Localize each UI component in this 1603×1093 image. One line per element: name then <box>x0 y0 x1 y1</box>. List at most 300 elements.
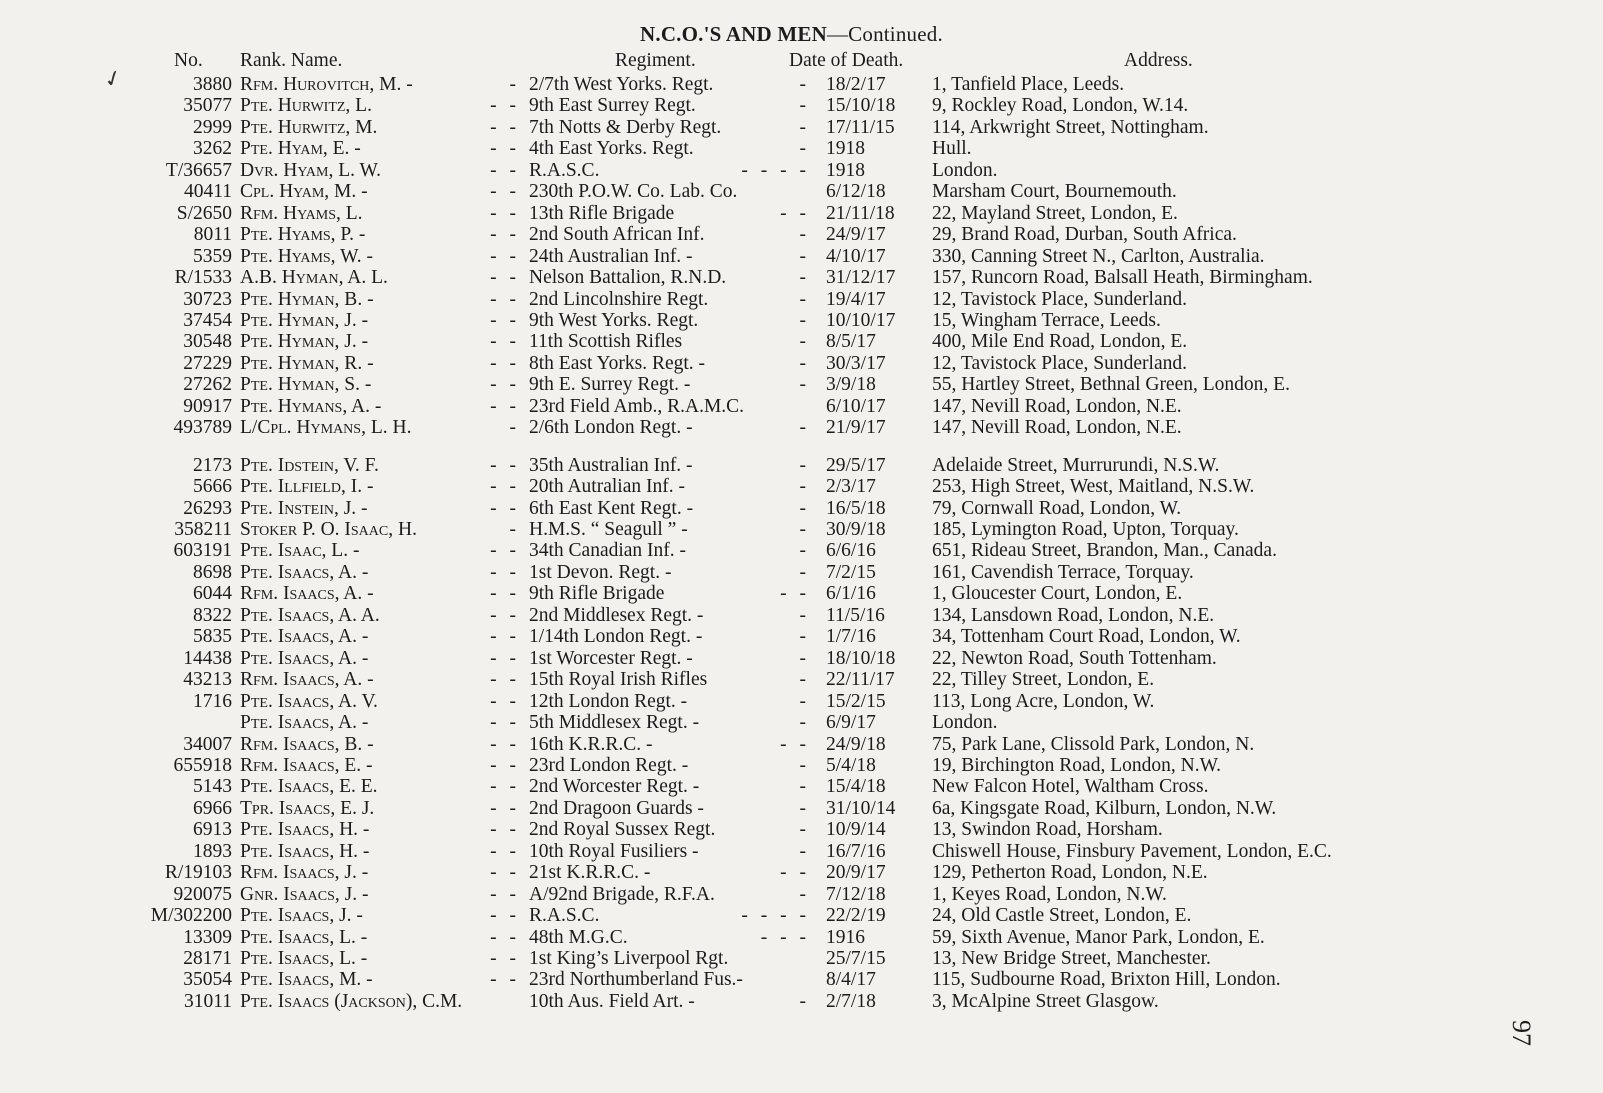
date-of-death: 8/4/17 <box>826 969 876 991</box>
service-number: 90917 <box>183 395 232 417</box>
address: 161, Cavendish Terrace, Torquay. <box>932 561 1194 583</box>
rank-name: A.B. Hyman, A. L. <box>240 267 388 289</box>
service-number: 26293 <box>183 497 232 519</box>
leader-dots: - <box>799 95 810 117</box>
table-row <box>0 969 1603 991</box>
regiment: 1st Worcester Regt. - <box>529 647 693 669</box>
address: 24, Old Castle Street, London, E. <box>932 905 1192 927</box>
leader-dots: - - <box>490 202 520 224</box>
rank-name: Pte. Hyman, J. - <box>240 331 369 353</box>
service-number: 920075 <box>173 883 232 905</box>
address: 651, Rideau Street, Brandon, Man., Canada. <box>932 540 1277 562</box>
leader-dots: - <box>799 626 810 648</box>
address: 113, Long Acre, London, W. <box>932 690 1155 712</box>
page-number: 97 <box>1507 1020 1536 1046</box>
service-number: 6044 <box>193 583 232 605</box>
leader-dots: - <box>799 990 810 1012</box>
service-number: 30548 <box>183 331 232 353</box>
leader-dots: - <box>799 454 810 476</box>
date-of-death: 11/5/16 <box>826 604 885 626</box>
rank-name: Tpr. Isaacs, E. J. <box>240 797 375 819</box>
leader-dots: - - - - <box>741 159 810 181</box>
service-number: T/36657 <box>165 159 232 181</box>
service-number: 40411 <box>183 181 232 203</box>
date-of-death: 6/10/17 <box>826 395 886 417</box>
table-row <box>0 455 1603 477</box>
address: 19, Birchington Road, London, N.W. <box>932 754 1222 776</box>
date-of-death: 20/9/17 <box>826 862 886 884</box>
leader-dots: - <box>799 797 810 819</box>
service-number: 1893 <box>193 840 232 862</box>
table-row <box>0 476 1603 498</box>
rank-name: Pte. Hyman, R. - <box>240 352 374 374</box>
regiment: 10th Royal Fusiliers - <box>529 840 699 862</box>
regiment: 48th M.G.C. <box>529 926 628 948</box>
leader-dots: - - <box>780 862 810 884</box>
rank-name: Pte. Hurwitz, L. <box>240 95 372 117</box>
address: 330, Canning Street N., Carlton, Australia. <box>932 245 1265 267</box>
page-title <box>640 22 1060 47</box>
date-of-death: 6/9/17 <box>826 712 876 734</box>
address: 1, Gloucester Court, London, E. <box>932 583 1183 605</box>
leader-dots: - <box>799 267 810 289</box>
table-row <box>0 712 1603 734</box>
regiment: 9th East Surrey Regt. <box>529 95 696 117</box>
table-row <box>0 626 1603 648</box>
regiment: 5th Middlesex Regt. - <box>529 712 700 734</box>
table-row <box>0 669 1603 691</box>
table-row <box>0 841 1603 863</box>
regiment: 9th Rifle Brigade <box>529 583 665 605</box>
address: Hull. <box>932 138 972 160</box>
date-of-death: 5/4/18 <box>826 754 876 776</box>
date-of-death: 15/10/18 <box>826 95 896 117</box>
service-number: 6966 <box>193 797 232 819</box>
service-number: 13309 <box>183 926 232 948</box>
date-of-death: 30/3/17 <box>826 352 886 374</box>
rank-name: Stoker P. O. Isaac, H. <box>240 519 417 540</box>
leader-dots: - - <box>490 497 520 519</box>
address: 9, Rockley Road, London, W.14. <box>932 95 1189 117</box>
regiment: 23rd London Regt. - <box>529 754 689 776</box>
rank-name: Pte. Idstein, V. F. <box>240 454 379 476</box>
service-number: 5143 <box>193 776 232 798</box>
leader-dots: - - - - <box>741 905 810 927</box>
date-of-death: 6/6/16 <box>826 540 876 562</box>
service-number: R/19103 <box>164 862 232 884</box>
address: 59, Sixth Avenue, Manor Park, London, E. <box>932 926 1265 948</box>
service-number: 27229 <box>183 352 232 374</box>
address: 13, Swindon Road, Horsham. <box>932 819 1163 841</box>
leader-dots: - - <box>490 905 520 927</box>
regiment: 6th East Kent Regt. - <box>529 497 694 519</box>
date-of-death: 18/2/17 <box>826 74 886 95</box>
leader-dots: - <box>799 647 810 669</box>
table-row <box>0 819 1603 841</box>
service-number: 358211 <box>174 519 232 540</box>
table-row <box>0 289 1603 311</box>
table-row <box>0 203 1603 225</box>
table-row <box>0 862 1603 884</box>
leader-dots: - - <box>490 776 520 798</box>
service-number: 3262 <box>193 138 232 160</box>
date-of-death: 30/9/18 <box>826 519 886 540</box>
leader-dots: - - - <box>760 926 810 948</box>
service-number: 30723 <box>183 288 232 310</box>
date-of-death: 16/5/18 <box>826 497 886 519</box>
rank-name: Pte. Isaacs, E. E. <box>240 776 378 798</box>
leader-dots: - <box>799 497 810 519</box>
address: 75, Park Lane, Clissold Park, London, N. <box>932 733 1255 755</box>
regiment: 8th East Yorks. Regt. - <box>529 352 706 374</box>
address: 129, Petherton Road, London, N.E. <box>932 862 1208 884</box>
leader-dots: - <box>799 561 810 583</box>
rank-name: Pte. Isaacs, L. - <box>240 948 368 969</box>
leader-dots: - <box>509 417 520 439</box>
regiment: 35th Australian Inf. - <box>529 454 693 476</box>
regiment: 2nd South African Inf. <box>529 224 705 246</box>
table-row <box>0 991 1603 1013</box>
leader-dots: - <box>799 138 810 160</box>
leader-dots: - <box>799 540 810 562</box>
leader-dots: - <box>799 819 810 841</box>
leader-dots: - - <box>490 331 520 353</box>
table-row <box>0 948 1603 970</box>
rank-name: Pte. Hurwitz, M. <box>240 116 378 138</box>
rank-name: Pte. Isaacs, A. V. <box>240 690 378 712</box>
address: 34, Tottenham Court Road, London, W. <box>932 626 1241 648</box>
date-of-death: 7/12/18 <box>826 883 886 905</box>
date-of-death: 25/7/15 <box>826 948 886 969</box>
address: 114, Arkwright Street, Nottingham. <box>932 116 1209 138</box>
regiment: 20th Autralian Inf. - <box>529 476 685 498</box>
rank-name: Pte. Hyam, E. - <box>240 138 361 160</box>
rank-name: Pte. Isaacs, A. - <box>240 647 369 669</box>
leader-dots: - - <box>490 819 520 841</box>
address: Adelaide Street, Murrurundi, N.S.W. <box>932 454 1220 476</box>
address: New Falcon Hotel, Waltham Cross. <box>932 776 1209 798</box>
service-number: 8322 <box>193 604 232 626</box>
service-number: 27262 <box>183 374 232 396</box>
leader-dots: - - <box>490 797 520 819</box>
rank-name: Pte. Isaacs, J. - <box>240 905 363 927</box>
date-of-death: 15/4/18 <box>826 776 886 798</box>
rank-name: Pte. Hyams, P. - <box>240 224 366 246</box>
service-number: M/302200 <box>150 905 232 927</box>
table-row <box>0 181 1603 203</box>
service-number: 8011 <box>193 224 232 246</box>
rank-name: Rfm. Isaacs, J. - <box>240 862 369 884</box>
regiment: A/92nd Brigade, R.F.A. <box>529 883 715 905</box>
address: 22, Newton Road, South Tottenham. <box>932 647 1217 669</box>
date-of-death: 24/9/18 <box>826 733 886 755</box>
margin-tick-mark: ✓ <box>100 63 126 94</box>
rank-name: Pte. Instein, J. - <box>240 497 368 519</box>
rank-name: Pte. Isaacs, H. - <box>240 840 370 862</box>
regiment: 2nd Dragoon Guards - <box>529 797 704 819</box>
rank-name: Rfm. Hurovitch, M. - <box>240 74 413 95</box>
leader-dots: - - <box>490 454 520 476</box>
rank-name: Pte. Illfield, I. - <box>240 476 374 498</box>
date-of-death: 1916 <box>826 926 865 948</box>
service-number: 1716 <box>193 690 232 712</box>
leader-dots: - - <box>490 224 520 246</box>
address: Marsham Court, Bournemouth. <box>932 181 1177 203</box>
leader-dots: - - <box>490 245 520 267</box>
regiment: 7th Notts & Derby Regt. <box>529 116 722 138</box>
service-number: 37454 <box>183 309 232 331</box>
leader-dots: - <box>799 224 810 246</box>
header-rank-name: Rank. Name. <box>240 50 343 71</box>
address: 185, Lymington Road, Upton, Torquay. <box>932 519 1239 540</box>
regiment: 2/7th West Yorks. Regt. <box>529 74 714 95</box>
leader-dots: - - <box>490 95 520 117</box>
rank-name: Pte. Isaac, L. - <box>240 540 360 562</box>
regiment: R.A.S.C. <box>529 905 600 927</box>
address: 22, Mayland Street, London, E. <box>932 202 1178 224</box>
service-number: 5835 <box>193 626 232 648</box>
date-of-death: 1918 <box>826 138 865 160</box>
leader-dots: - - <box>490 883 520 905</box>
table-row <box>0 927 1603 949</box>
rank-name: Pte. Hymans, A. - <box>240 395 382 417</box>
leader-dots: - - <box>490 138 520 160</box>
leader-dots: - <box>509 74 520 95</box>
leader-dots: - - <box>490 754 520 776</box>
leader-dots: - - <box>490 604 520 626</box>
page-title-main: N.C.O.'S AND MEN <box>640 22 827 46</box>
date-of-death: 1918 <box>826 159 865 181</box>
address: London. <box>932 159 998 181</box>
table-row <box>0 95 1603 117</box>
address: 147, Nevill Road, London, N.E. <box>932 417 1182 439</box>
leader-dots: - <box>799 116 810 138</box>
leader-dots: - - <box>780 733 810 755</box>
rank-name: Pte. Hyman, S. - <box>240 374 372 396</box>
date-of-death: 19/4/17 <box>826 288 886 310</box>
leader-dots: - - <box>490 540 520 562</box>
page-title-continued: —Continued. <box>826 22 943 46</box>
service-number: 655918 <box>173 754 232 776</box>
regiment: 9th E. Surrey Regt. - <box>529 374 691 396</box>
service-number: 493789 <box>173 417 232 439</box>
date-of-death: 17/11/15 <box>826 116 895 138</box>
regiment: 24th Australian Inf. - <box>529 245 693 267</box>
leader-dots: - <box>799 883 810 905</box>
rank-name: Pte. Isaacs, A. - <box>240 626 369 648</box>
service-number: 14438 <box>183 647 232 669</box>
address: 147, Nevill Road, London, N.E. <box>932 395 1182 417</box>
table-row <box>0 540 1603 562</box>
table-row <box>0 691 1603 713</box>
table-row <box>0 755 1603 777</box>
service-number: 603191 <box>173 540 232 562</box>
regiment: 16th K.R.R.C. - <box>529 733 653 755</box>
leader-dots: - <box>799 309 810 331</box>
leader-dots: - - <box>780 202 810 224</box>
date-of-death: 29/5/17 <box>826 454 886 476</box>
regiment: 1st Devon. Regt. - <box>529 561 672 583</box>
leader-dots: - <box>799 331 810 353</box>
header-date-of-death: Date of Death. <box>789 50 904 71</box>
regiment: 23rd Northumberland Fus.- <box>529 969 743 991</box>
leader-dots: - <box>799 840 810 862</box>
leader-dots: - - <box>490 267 520 289</box>
leader-dots: - <box>799 690 810 712</box>
leader-dots: - - <box>490 352 520 374</box>
address: 134, Lansdown Road, London, N.E. <box>932 604 1215 626</box>
regiment: 15th Royal Irish Rifles <box>529 669 708 691</box>
leader-dots: - - <box>780 583 810 605</box>
regiment: 2/6th London Regt. - <box>529 417 693 439</box>
leader-dots: - <box>799 245 810 267</box>
table-row <box>0 798 1603 820</box>
leader-dots: - - <box>490 948 520 969</box>
rank-name: Rfm. Hyams, L. <box>240 202 363 224</box>
leader-dots: - <box>799 776 810 798</box>
date-of-death: 1/7/16 <box>826 626 876 648</box>
service-number: 2173 <box>193 454 232 476</box>
leader-dots: - - <box>490 309 520 331</box>
address: 79, Cornwall Road, London, W. <box>932 497 1182 519</box>
service-number: 34007 <box>183 733 232 755</box>
date-of-death: 6/12/18 <box>826 181 886 203</box>
leader-dots: - <box>799 417 810 439</box>
address: 1, Keyes Road, London, N.W. <box>932 883 1167 905</box>
date-of-death: 21/9/17 <box>826 417 886 439</box>
leader-dots: - - <box>490 840 520 862</box>
leader-dots: - - <box>490 181 520 203</box>
regiment: 11th Scottish Rifles <box>529 331 683 353</box>
address: Chiswell House, Finsbury Pavement, London, E.C. <box>932 840 1332 862</box>
regiment: 34th Canadian Inf. - <box>529 540 687 562</box>
rank-name: Gnr. Isaacs, J. - <box>240 883 369 905</box>
regiment: 230th P.O.W. Co. Lab. Co. <box>529 181 738 203</box>
table-row <box>0 884 1603 906</box>
table-row <box>0 648 1603 670</box>
regiment: R.A.S.C. <box>529 159 600 181</box>
service-number: 31011 <box>183 990 232 1012</box>
table-row <box>0 396 1603 418</box>
leader-dots: - - <box>490 374 520 396</box>
rank-name: Pte. Isaacs, M. - <box>240 969 373 991</box>
address: 115, Sudbourne Road, Brixton Hill, London. <box>932 969 1281 991</box>
date-of-death: 7/2/15 <box>826 561 876 583</box>
leader-dots: - - <box>490 561 520 583</box>
regiment: 2nd Worcester Regt. - <box>529 776 700 798</box>
table-row <box>0 224 1603 246</box>
leader-dots: - <box>509 519 520 540</box>
table-row <box>0 374 1603 396</box>
regiment: H.M.S. “ Seagull ” - <box>529 519 688 540</box>
date-of-death: 4/10/17 <box>826 245 886 267</box>
address: 13, New Bridge Street, Manchester. <box>932 948 1211 969</box>
rank-name: Dvr. Hyam, L. W. <box>240 159 382 181</box>
table-row <box>0 776 1603 798</box>
rank-name: Pte. Hyams, W. - <box>240 245 373 267</box>
table-row <box>0 562 1603 584</box>
date-of-death: 8/5/17 <box>826 331 876 353</box>
table-row <box>0 160 1603 182</box>
date-of-death: 10/9/14 <box>826 819 886 841</box>
date-of-death: 16/7/16 <box>826 840 886 862</box>
rank-name: Pte. Isaacs, A. - <box>240 561 369 583</box>
service-number: 6913 <box>193 819 232 841</box>
table-row <box>0 331 1603 353</box>
service-number: 35077 <box>183 95 232 117</box>
address: 3, McAlpine Street Glasgow. <box>932 990 1159 1012</box>
address: 12, Tavistock Place, Sunderland. <box>932 288 1187 310</box>
leader-dots: - <box>799 352 810 374</box>
regiment: 2nd Middlesex Regt. - <box>529 604 704 626</box>
leader-dots: - - <box>490 862 520 884</box>
leader-dots: - <box>799 374 810 396</box>
leader-dots: - - <box>490 969 520 991</box>
date-of-death: 10/10/17 <box>826 309 896 331</box>
leader-dots: - - <box>490 690 520 712</box>
leader-dots: - - <box>490 159 520 181</box>
leader-dots: - - <box>490 583 520 605</box>
service-number: S/2650 <box>176 202 232 224</box>
leader-dots: - <box>799 712 810 734</box>
service-number: 43213 <box>183 669 232 691</box>
leader-dots: - <box>799 288 810 310</box>
date-of-death: 2/7/18 <box>826 990 876 1012</box>
rank-name: Pte. Hyman, B. - <box>240 288 374 310</box>
service-number: 8698 <box>193 561 232 583</box>
rank-name: Rfm. Isaacs, B. - <box>240 733 374 755</box>
leader-dots: - - <box>490 395 520 417</box>
rank-name: Cpl. Hyam, M. - <box>240 181 368 203</box>
address: 1, Tanfield Place, Leeds. <box>932 74 1125 95</box>
regiment: 10th Aus. Field Art. - <box>529 990 695 1012</box>
leader-dots: - - <box>490 647 520 669</box>
service-number: R/1533 <box>174 267 232 289</box>
rank-name: Pte. Isaacs (Jackson), C.M. <box>240 990 463 1012</box>
leader-dots: - - <box>490 926 520 948</box>
table-row <box>0 267 1603 289</box>
leader-dots: - <box>799 476 810 498</box>
regiment: Nelson Battalion, R.N.D. <box>529 267 727 289</box>
service-number: 3880 <box>193 74 232 95</box>
address: 12, Tavistock Place, Sunderland. <box>932 352 1187 374</box>
column-headers <box>0 50 1603 72</box>
leader-dots: - <box>799 604 810 626</box>
regiment: 13th Rifle Brigade <box>529 202 675 224</box>
table-row <box>0 246 1603 268</box>
service-number: 5359 <box>193 245 232 267</box>
service-number: 5666 <box>193 476 232 498</box>
table-row <box>0 498 1603 520</box>
address: 55, Hartley Street, Bethnal Green, London, E. <box>932 374 1290 396</box>
table-row <box>0 905 1603 927</box>
rank-name: Rfm. Isaacs, A. - <box>240 669 374 691</box>
date-of-death: 24/9/17 <box>826 224 886 246</box>
header-no: No. <box>174 50 203 71</box>
address: 15, Wingham Terrace, Leeds. <box>932 309 1161 331</box>
table-row <box>0 310 1603 332</box>
date-of-death: 3/9/18 <box>826 374 876 396</box>
date-of-death: 31/12/17 <box>826 267 896 289</box>
date-of-death: 6/1/16 <box>826 583 876 605</box>
header-address: Address. <box>1124 50 1193 71</box>
rank-name: Pte. Isaacs, L. - <box>240 926 368 948</box>
regiment: 23rd Field Amb., R.A.M.C. <box>529 395 745 417</box>
leader-dots: - - <box>490 476 520 498</box>
rank-name: Pte. Isaacs, A. A. <box>240 604 380 626</box>
regiment: 2nd Lincolnshire Regt. <box>529 288 709 310</box>
service-number: 28171 <box>183 948 232 969</box>
